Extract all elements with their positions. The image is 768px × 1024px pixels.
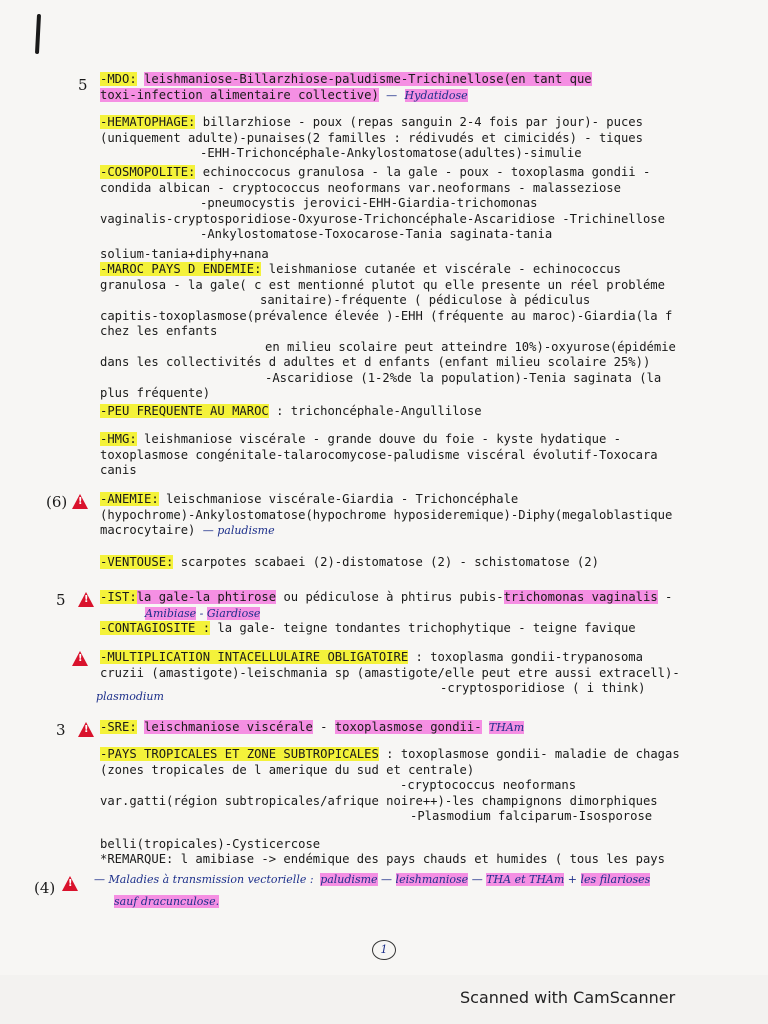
section-label: -VENTOUSE: [100,555,174,569]
section-label: -MAROC PAYS D ENDEMIE: [100,262,262,276]
text-line: scarpotes scabaei (2)-distomatose (2) - schistomatose (2) [173,555,599,569]
handwritten-note: — [386,88,398,102]
text-line: : trichoncéphale-Angullilose [268,404,482,418]
text-line: plus fréquente) [100,386,211,400]
section-ist [100,590,672,621]
section-tropicales [100,747,680,868]
text-line: canis [100,463,137,477]
section-label: -HMG: [100,432,137,446]
text-line: sanitaire)-fréquente ( pédiculose à pédiculus [260,293,591,307]
section-label: -IST: [100,590,137,604]
section-vectorielle [94,872,650,909]
text-line: -cryptosporidiose ( i think) [440,681,646,695]
handwritten-note: Hydatidose [404,88,468,102]
text-line: toxoplasmose congénitale-talarocomycose-paludisme viscéral évolutif-Toxocara [100,447,658,462]
handwritten-note: — paludisme [202,524,275,537]
text-line: macrocytaire) [100,523,196,537]
text-line: -cryptococcus neoformans [400,778,577,792]
section-label: -MDO: [100,72,137,86]
text-line: granulosa - la gale( c est mentionné plutot qu elle presente un réel probléme [100,277,665,292]
section-label: -SRE: [100,720,137,734]
section-label: -ANEMIE: [100,492,159,506]
text-line: chez les enfants [100,324,218,338]
handwritten-note: + [564,873,581,886]
handwritten-note: - [196,606,207,620]
text-line: vaginalis-cryptosporidiose-Oxyurose-Trichoncéphale-Ascaridiose -Trichinellose [100,211,665,226]
section-hematophage [100,115,643,162]
handwritten-note: — [377,873,396,886]
text-line: ou pédiculose à phtirus pubis- [276,590,504,604]
text-line: capitis-toxoplasmose(prévalence élevée )-EHH (fréquente au maroc)-Giardia(la f [100,308,673,323]
handwritten-note: leishmaniose [395,873,469,886]
margin-number: 5 [78,76,88,94]
section-mdo [100,72,592,103]
margin-number: (6) [46,493,68,511]
text-line: -Plasmodium falciparum-Isosporose [410,809,653,823]
text-line: leischmaniose viscérale-Giardia - Trichoncéphale [158,492,519,506]
text-line: var.gatti(région subtropicales/afrique noire++)-les champignons dimorphiques [100,793,658,808]
text-line: -pneumocystis jerovici-EHH-Giardia-trichomonas [200,196,538,210]
section-multiplication [100,650,680,697]
handwritten-note: Amibiase [145,606,197,620]
handwritten-note: Giardiose [206,606,261,620]
text-line: : toxoplasma gondii-trypanosoma [408,650,643,664]
text-line: : toxoplasmose gondii- maladie de chagas [378,747,680,761]
handwritten-note: plasmodium [96,690,164,703]
section-contagiosite [100,621,636,637]
text-line: -Ankylostomatose-Toxocarose-Tania saginata-tania [200,227,553,241]
handwritten-note: — Maladies à transmission vectorielle : [94,873,314,886]
warning-icon [72,494,88,509]
highlighted-text: trichomonas vaginalis [503,590,658,604]
warning-icon [62,876,78,891]
text-line: dans les collectivités d adultes et d enfants (enfant milieu scolaire 25%)) [100,355,651,369]
text-line: leishmaniose viscérale - grande douve du foie - kyste hydatique - [136,432,621,446]
text-line: - [312,720,335,734]
section-label: -CONTAGIOSITE : [100,621,211,635]
text-line: *REMARQUE: l amibiase -> endémique des pays chauds et humides ( tous les pays [100,852,665,866]
handwritten-note: — [468,873,487,886]
text-line: billarzhiose - poux (repas sanguin 2-4 fois par jour)- puces [195,115,643,129]
scanner-watermark: Scanned with CamScanner [460,988,676,1007]
page-number: 1 [372,940,396,960]
text-line: -Ascaridiose (1-2%de la population)-Tenia saginata (la [265,370,662,385]
text-line: (zones tropicales de l amerique du sud et centrale) [100,762,475,777]
margin-number: 5 [56,591,66,609]
text-line: (uniquement adulte)-punaises(2 familles : rédivudés et cimicidés) - tiques [100,130,643,145]
section-label: -PAYS TROPICALES ET ZONE SUBTROPICALES [100,747,379,761]
highlighted-text: toxoplasmose gondii- [334,720,482,734]
text-line: - [657,590,673,604]
handwritten-note: paludisme [320,873,378,886]
text-line: belli(tropicales)-Cysticercose [100,836,321,851]
margin-number: (4) [34,879,56,897]
section-hmg [100,432,658,479]
warning-icon [78,592,94,607]
warning-icon [72,651,88,666]
text-line: echinoccocus granulosa - la gale - poux - toxoplasma gondii - [195,165,651,179]
text-line: condida albican - cryptococcus neoformans var.neoformans - malasseziose [100,180,621,195]
section-label: -COSMOPOLITE: [100,165,196,179]
text-line: la gale- teigne tondantes trichophytique - teigne favique [210,621,636,635]
text-line: (hypochrome)-Ankylostomatose(hypochrome hyposideremique)-Diphy(megaloblastique [100,507,673,522]
text-line: -EHH-Trichoncéphale-Ankylostomatose(adultes)-simulie [200,146,582,160]
section-label: -PEU FREQUENTE AU MAROC [100,404,269,418]
section-maroc [100,262,676,402]
section-label: -HEMATOPHAGE: [100,115,196,129]
handwritten-note: sauf dracunculose. [114,894,220,908]
section-sre [100,720,524,736]
highlighted-text: (en tant que [503,72,592,86]
handwritten-note: THAm [488,721,525,734]
highlighted-text: toxi-infection alimentaire collective) [100,87,379,102]
section-cosmopolite [100,165,665,262]
text-line: leishmaniose cutanée et viscérale - echinococcus [261,262,621,276]
section-ventouse [100,555,599,571]
text-line: cruzii (amastigote)-leischmania sp (amastigote/elle peut etre aussi extracell)- [100,665,680,680]
text-line: en milieu scolaire peut atteindre 10%)-oxyurose(épidémie [265,339,676,354]
text-line: solium-tania+diphy+nana [100,246,269,261]
highlighted-text: leischmaniose viscérale [144,720,313,734]
highlighted-text: leishmaniose-Billarzhiose-paludisme-Trichinellose [144,72,504,86]
section-anemie [100,492,672,539]
warning-icon [78,722,94,737]
highlighted-text: la gale-la phtirose [136,590,277,604]
margin-number: 3 [56,721,66,739]
section-peu-frequente [100,404,482,420]
handwritten-note: les filarioses [580,873,651,886]
section-label: -MULTIPLICATION INTACELLULAIRE OBLIGATOIRE [100,650,409,664]
handwritten-note: THA et THAm [486,873,565,886]
margin-pen-mark [35,14,41,54]
